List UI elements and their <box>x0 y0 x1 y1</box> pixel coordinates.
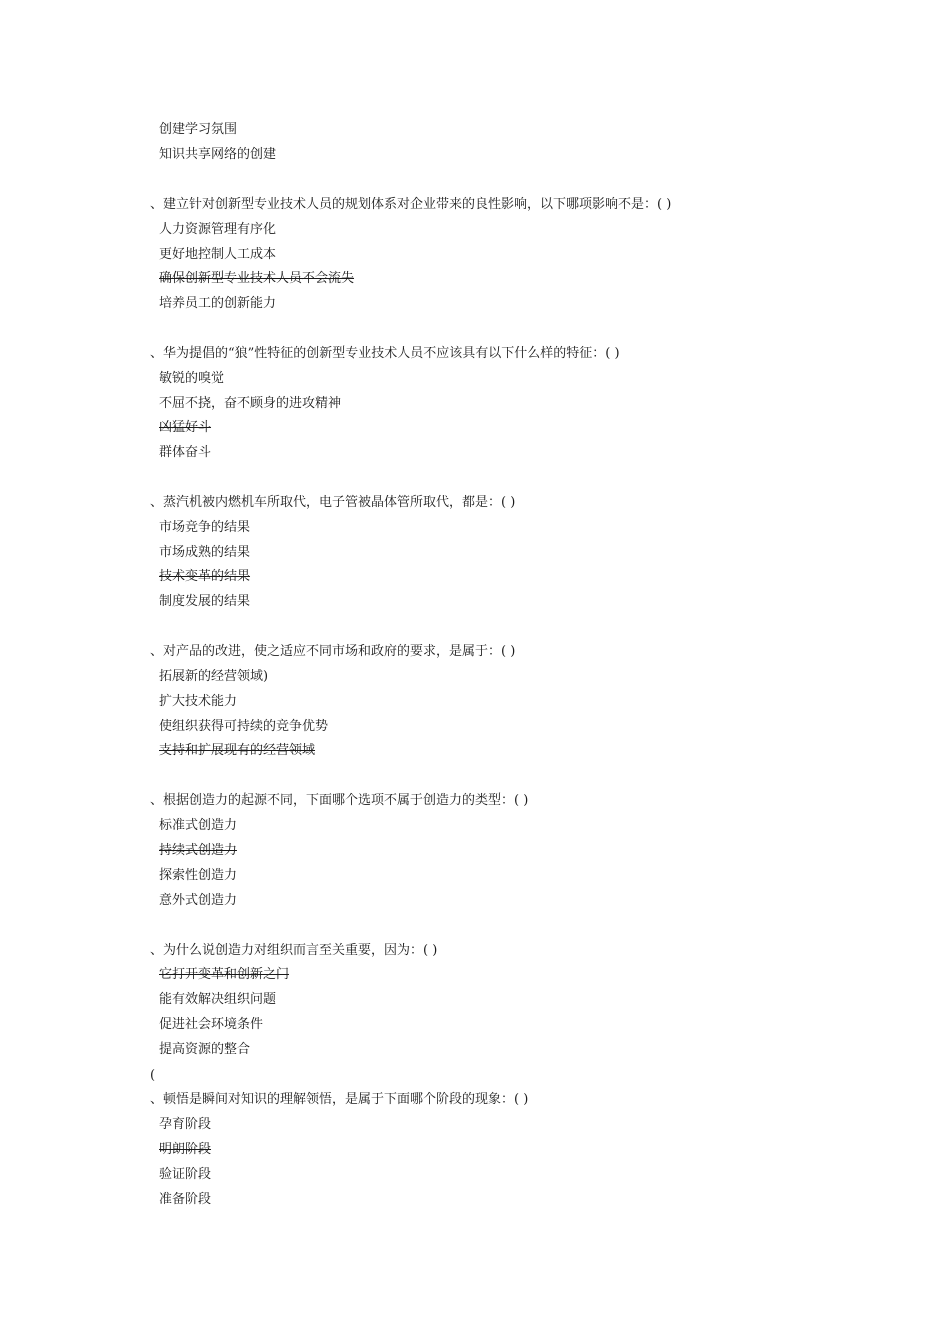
question-stem: 、根据创造力的起源不同，下面哪个选项不属于创造力的类型：( ) <box>150 793 529 808</box>
question-stem: 、对产品的改进，使之适应不同市场和政府的要求，是属于：( ) <box>150 644 516 659</box>
option: 准备阶段 <box>159 1192 212 1207</box>
option: 验证阶段 <box>159 1167 212 1182</box>
answer-option: 凶猛好斗 <box>159 420 212 435</box>
intro-item: 知识共享网络的创建 <box>159 147 277 162</box>
option: 不屈不挠，奋不顾身的进攻精神 <box>159 396 342 411</box>
option: 更好地控制人工成本 <box>159 247 277 262</box>
option: 提高资源的整合 <box>159 1042 251 1057</box>
option: 培养员工的创新能力 <box>159 296 277 311</box>
question-stem: 、蒸汽机被内燃机车所取代，电子管被晶体管所取代，都是：( ) <box>150 495 516 510</box>
question-stem: 、顿悟是瞬间对知识的理解领悟，是属于下面哪个阶段的现象：( ) <box>150 1092 529 1107</box>
option: 市场成熟的结果 <box>159 545 251 560</box>
option: 群体奋斗 <box>159 445 212 460</box>
question-stem: 、建立针对创新型专业技术人员的规划体系对企业带来的良性影响，以下哪项影响不是：( ) <box>150 197 672 212</box>
option: 使组织获得可持续的竞争优势 <box>159 719 329 734</box>
option: 敏锐的嗅觉 <box>159 371 225 386</box>
option: 探索性创造力 <box>159 868 238 883</box>
option: 标准式创造力 <box>159 818 238 833</box>
option: 孕育阶段 <box>159 1117 212 1132</box>
question-stem: 、华为提倡的“狼”性特征的创新型专业技术人员不应该具有以下什么样的特征：( ) <box>150 346 620 361</box>
option: 能有效解决组织问题 <box>159 992 277 1007</box>
answer-option: 明朗阶段 <box>159 1142 212 1157</box>
answer-option: 持续式创造力 <box>159 843 238 858</box>
option: 意外式创造力 <box>159 893 238 908</box>
option: 扩大技术能力 <box>159 694 238 709</box>
option: 市场竞争的结果 <box>159 520 251 535</box>
stray-mark: ( <box>150 1068 156 1083</box>
answer-option: 支持和扩展现有的经营领域 <box>159 743 316 758</box>
option: 拓展新的经营领域) <box>159 669 269 684</box>
option: 制度发展的结果 <box>159 594 251 609</box>
answer-option: 确保创新型专业技术人员不会流失 <box>159 271 355 286</box>
question-stem: 、为什么说创造力对组织而言至关重要，因为：( ) <box>150 943 438 958</box>
option: 人力资源管理有序化 <box>159 222 277 237</box>
intro-item: 创建学习氛围 <box>159 122 238 137</box>
answer-option: 它打开变革和创新之门 <box>159 967 290 982</box>
option: 促进社会环境条件 <box>159 1017 264 1032</box>
answer-option: 技术变革的结果 <box>159 569 251 584</box>
